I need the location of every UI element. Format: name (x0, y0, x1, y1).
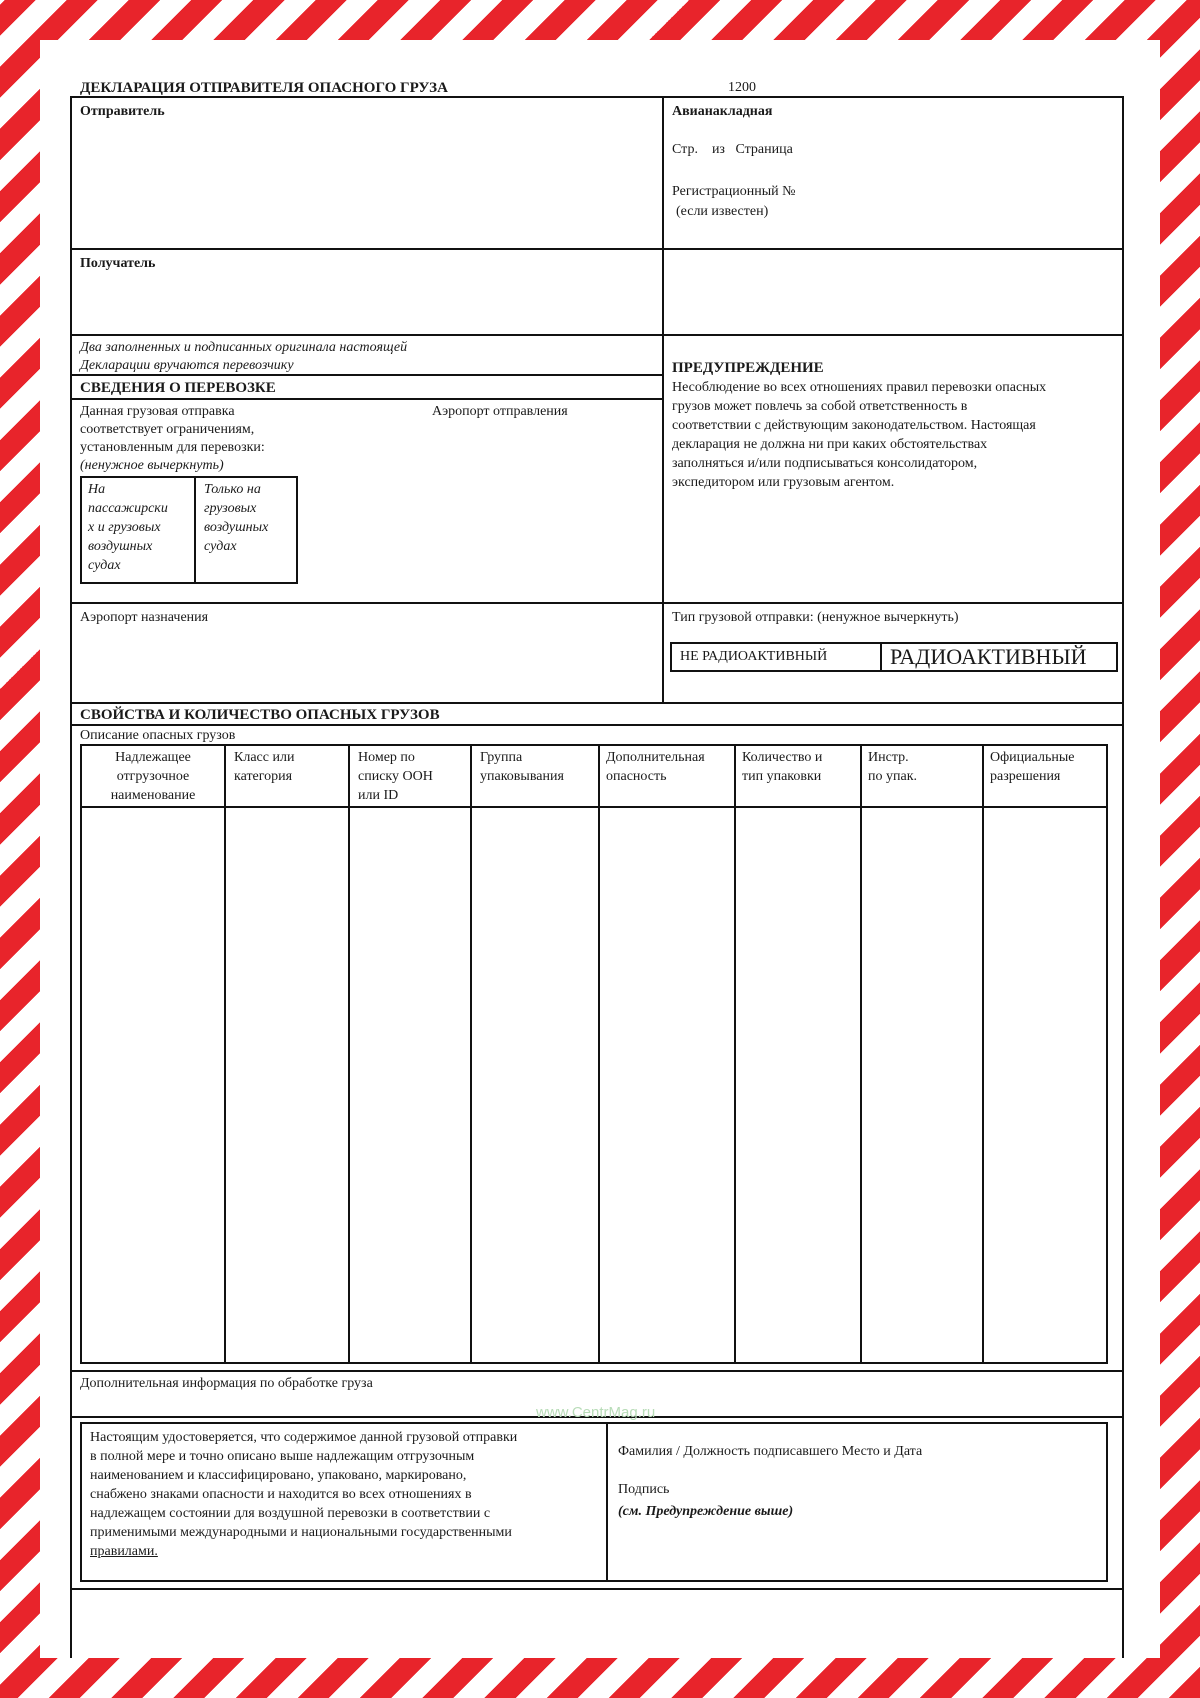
divider-shipper (70, 248, 1124, 250)
goods-subheading: Описание опасных грузов (80, 728, 236, 743)
transport-text-2: соответствует ограничениям, (80, 422, 255, 437)
consignee-label: Получатель (80, 256, 156, 271)
column-header-line: тип упаковки (742, 769, 822, 784)
shipper-label: Отправитель (80, 104, 165, 119)
divider-destination (70, 602, 1124, 604)
signatory-name-label: Фамилия / Должность подписавшего Место и Дата (618, 1444, 923, 1459)
column-header-line: Количество и (742, 750, 823, 765)
shipment-type-label: Тип грузовой отправки: (ненужное вычеркнуть) (672, 610, 959, 625)
form-bottom-border (70, 1588, 1124, 1590)
column-header-subsidiary-risk (606, 748, 732, 786)
column-header-line: упаковывания (480, 769, 564, 784)
column-header-authorization (990, 748, 1106, 786)
registration-number-label: Регистрационный № (672, 184, 796, 199)
aircraft-options-divider (194, 476, 196, 584)
cargo-option-line: Только на (204, 482, 261, 497)
divider-transport-bottom (70, 398, 662, 400)
passenger-cargo-option[interactable] (88, 480, 188, 575)
shipper-field[interactable] (72, 120, 660, 242)
divider-transport-top (70, 374, 662, 376)
radioactive-option[interactable]: РАДИОАКТИВНЫЙ (890, 644, 1087, 669)
transport-text-1: Данная грузовая отправка (80, 404, 235, 419)
column-header-line: наименование (110, 788, 196, 803)
certification-line: Настоящим удостоверяется, что содержимое данной грузовой отправки (90, 1430, 518, 1445)
form-number: 1200 (728, 80, 756, 95)
column-header-packing-group (480, 748, 596, 786)
warning-text (672, 378, 1118, 492)
column-header-packing-instruction (868, 748, 978, 786)
warning-line: экспедитором или грузовым агентом. (672, 475, 895, 490)
certification-divider (606, 1422, 608, 1582)
destination-airport-field[interactable] (72, 628, 660, 698)
column-header-line: Дополнительная (606, 750, 705, 765)
registration-number-note: (если известен) (676, 204, 769, 219)
column-header-line: списку ООН (358, 769, 433, 784)
transport-text-4: (ненужное вычеркнуть) (80, 458, 224, 473)
column-header-line: Группа (480, 750, 523, 765)
passenger-option-line: пассажирски (88, 501, 168, 516)
warning-line: соответствии с действующим законодательством. Настоящая (672, 418, 1036, 433)
column-header-line: Инстр. (868, 750, 909, 765)
handling-info-label: Дополнительная информация по обработке груза (80, 1376, 373, 1391)
column-header-line: Класс или (234, 750, 295, 765)
column-header-line: отгрузочное (116, 769, 190, 784)
cargo-option-line: судах (204, 539, 237, 554)
declaration-form (40, 40, 1160, 1658)
column-header-line: по упак. (868, 769, 917, 784)
column-header-quantity (742, 748, 858, 786)
passenger-option-line: х и грузовых (88, 520, 161, 535)
cargo-only-option[interactable] (204, 480, 294, 556)
divider-vertical-top (662, 96, 664, 704)
non-radioactive-option[interactable]: НЕ РАДИОАКТИВНЫЙ (680, 649, 828, 664)
warning-line: грузов может повлечь за собой ответственность в (672, 399, 968, 414)
passenger-option-line: воздушных (88, 539, 153, 554)
certification-statement (90, 1428, 602, 1561)
divider-handling (70, 1370, 1124, 1372)
certification-line: наименованием и классифицировано, упаковано, маркировано, (90, 1468, 467, 1483)
signature-field[interactable] (616, 1528, 1104, 1578)
warning-heading: ПРЕДУПРЕЖДЕНИЕ (672, 360, 824, 376)
column-header-line: Надлежащее (115, 750, 191, 765)
column-header-line: Номер по (358, 750, 415, 765)
divider-goods-top (70, 702, 1124, 704)
copies-note-line2: Декларации вручаются перевозчику (80, 358, 294, 373)
signature-note: (см. Предупреждение выше) (618, 1504, 794, 1519)
cargo-option-line: воздушных (204, 520, 269, 535)
column-header-shipping-name (86, 748, 220, 805)
watermark: www.CentrMag.ru (536, 1404, 656, 1421)
form-title: ДЕКЛАРАЦИЯ ОТПРАВИТЕЛЯ ОПАСНОГО ГРУЗА (80, 80, 448, 96)
transport-text-3: установленным для перевозки: (80, 440, 265, 455)
airwaybill-label: Авианакладная (672, 104, 773, 119)
passenger-option-line: судах (88, 558, 121, 573)
consignee-field[interactable] (72, 272, 660, 332)
column-header-line: категория (234, 769, 293, 784)
goods-table-body[interactable] (82, 808, 1106, 1362)
cargo-option-line: грузовых (204, 501, 257, 516)
column-header-un-number (358, 748, 468, 805)
transport-heading: СВЕДЕНИЯ О ПЕРЕВОЗКЕ (80, 380, 276, 396)
certification-line: снабжено знаками опасности и находится во всех отношениях в (90, 1487, 472, 1502)
column-header-line: разрешения (990, 769, 1061, 784)
column-header-line: опасность (606, 769, 667, 784)
passenger-option-line: На (88, 482, 106, 497)
shipment-type-divider (880, 642, 882, 672)
copies-note-line1: Два заполненных и подписанных оригинала настоящей (80, 340, 408, 355)
certification-line: применимыми международными и национальными государственными (90, 1525, 512, 1540)
departure-airport-label: Аэропорт отправления (432, 404, 568, 419)
warning-line: заполняться и/или подписываться консолидатором, (672, 456, 978, 471)
certification-line: правилами. (90, 1544, 158, 1559)
warning-line: Несоблюдение во всех отношениях правил перевозки опасных (672, 380, 1047, 395)
certification-line: в полной мере и точно описано выше надлежащим отгрузочным (90, 1449, 475, 1464)
warning-line: декларация не должна ни при каких обстоятельствах (672, 437, 988, 452)
column-header-line: или ID (358, 788, 399, 803)
divider-consignee (70, 334, 1124, 336)
certification-line: надлежащем состоянии для воздушной перевозки в соответствии с (90, 1506, 491, 1521)
column-header-line: Официальные (990, 750, 1075, 765)
page-of-pages: Стр. из Страница (672, 142, 793, 157)
destination-airport-label: Аэропорт назначения (80, 610, 209, 625)
column-header-class (234, 748, 344, 786)
signature-label: Подпись (618, 1482, 670, 1497)
airwaybill-extra-field[interactable] (664, 252, 1122, 332)
goods-heading: СВОЙСТВА И КОЛИЧЕСТВО ОПАСНЫХ ГРУЗОВ (80, 707, 440, 723)
